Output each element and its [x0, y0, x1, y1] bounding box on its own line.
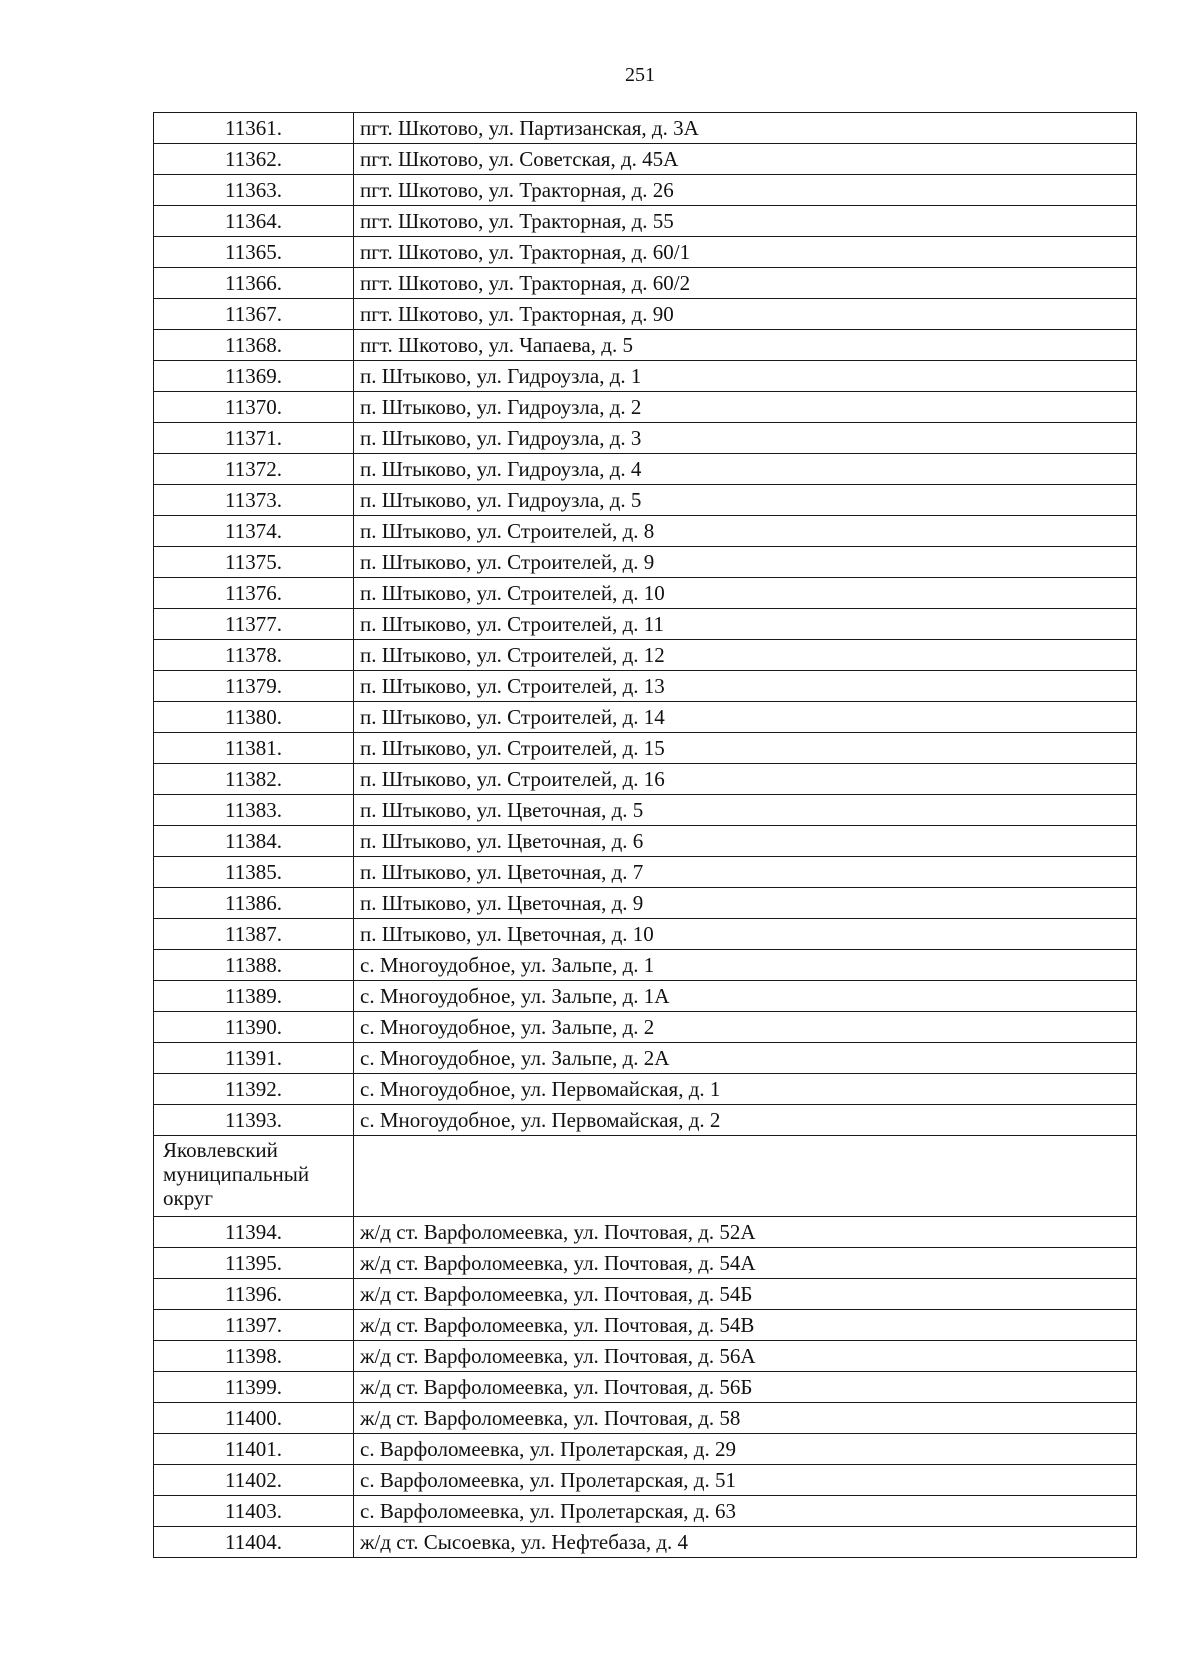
row-address: пгт. Шкотово, ул. Советская, д. 45А [354, 144, 1137, 175]
row-address: пгт. Шкотово, ул. Чапаева, д. 5 [354, 330, 1137, 361]
row-number: 11363. [154, 175, 354, 206]
row-address: с. Варфоломеевка, ул. Пролетарская, д. 51 [354, 1465, 1137, 1496]
table-row [154, 547, 1137, 578]
row-address: п. Штыково, ул. Цветочная, д. 6 [354, 826, 1137, 857]
row-number: 11374. [154, 516, 354, 547]
row-number: 11394. [154, 1217, 354, 1248]
table-row [154, 671, 1137, 702]
row-address: пгт. Шкотово, ул. Партизанская, д. 3А [354, 113, 1137, 144]
row-address: п. Штыково, ул. Гидроузла, д. 4 [354, 454, 1137, 485]
row-number: 11362. [154, 144, 354, 175]
address-table [153, 112, 1137, 1558]
row-number: 11369. [154, 361, 354, 392]
row-address: п. Штыково, ул. Цветочная, д. 9 [354, 888, 1137, 919]
row-address: с. Варфоломеевка, ул. Пролетарская, д. 63 [354, 1496, 1137, 1527]
row-number: 11372. [154, 454, 354, 485]
row-number: 11380. [154, 702, 354, 733]
table-row [154, 578, 1137, 609]
row-number: 11402. [154, 1465, 354, 1496]
row-address: с. Варфоломеевка, ул. Пролетарская, д. 29 [354, 1434, 1137, 1465]
row-address: п. Штыково, ул. Строителей, д. 12 [354, 640, 1137, 671]
row-address: ж/д ст. Варфоломеевка, ул. Почтовая, д. 54Б [354, 1279, 1137, 1310]
row-address: п. Штыково, ул. Гидроузла, д. 2 [354, 392, 1137, 423]
table-row [154, 330, 1137, 361]
row-address: ж/д ст. Варфоломеевка, ул. Почтовая, д. 54В [354, 1310, 1137, 1341]
row-number: 11404. [154, 1527, 354, 1558]
table-row [154, 1279, 1137, 1310]
row-number: 11403. [154, 1496, 354, 1527]
group-address-cell [354, 1136, 1137, 1217]
row-number: 11378. [154, 640, 354, 671]
row-address: п. Штыково, ул. Гидроузла, д. 1 [354, 361, 1137, 392]
row-number: 11377. [154, 609, 354, 640]
table-row [154, 1341, 1137, 1372]
row-address: п. Штыково, ул. Цветочная, д. 5 [354, 795, 1137, 826]
row-number: 11366. [154, 268, 354, 299]
table-row [154, 826, 1137, 857]
table-row [154, 1372, 1137, 1403]
table-row [154, 113, 1137, 144]
row-address: пгт. Шкотово, ул. Тракторная, д. 26 [354, 175, 1137, 206]
table-row [154, 144, 1137, 175]
table-row [154, 1403, 1137, 1434]
table-row [154, 764, 1137, 795]
table-row [154, 1074, 1137, 1105]
row-number: 11375. [154, 547, 354, 578]
table-row [154, 950, 1137, 981]
row-address: пгт. Шкотово, ул. Тракторная, д. 60/2 [354, 268, 1137, 299]
table-row [154, 237, 1137, 268]
group-header-row [154, 1136, 1137, 1217]
row-number: 11386. [154, 888, 354, 919]
table-row [154, 609, 1137, 640]
row-address: ж/д ст. Варфоломеевка, ул. Почтовая, д. 54А [354, 1248, 1137, 1279]
row-number: 11365. [154, 237, 354, 268]
row-number: 11364. [154, 206, 354, 237]
row-number: 11371. [154, 423, 354, 454]
row-address: с. Многоудобное, ул. Первомайская, д. 1 [354, 1074, 1137, 1105]
row-address: пгт. Шкотово, ул. Тракторная, д. 60/1 [354, 237, 1137, 268]
row-address: пгт. Шкотово, ул. Тракторная, д. 55 [354, 206, 1137, 237]
table-row [154, 888, 1137, 919]
table-row [154, 857, 1137, 888]
row-number: 11387. [154, 919, 354, 950]
row-number: 11370. [154, 392, 354, 423]
row-address: п. Штыково, ул. Строителей, д. 8 [354, 516, 1137, 547]
row-number: 11382. [154, 764, 354, 795]
municipal-group [154, 1136, 1137, 1217]
table-row [154, 919, 1137, 950]
row-address: с. Многоудобное, ул. Зальпе, д. 2А [354, 1043, 1137, 1074]
row-number: 11397. [154, 1310, 354, 1341]
row-number: 11400. [154, 1403, 354, 1434]
row-number: 11376. [154, 578, 354, 609]
group-label: Яковлевский муниципальный округ [154, 1136, 354, 1217]
row-number: 11383. [154, 795, 354, 826]
row-address: п. Штыково, ул. Гидроузла, д. 5 [354, 485, 1137, 516]
row-address: ж/д ст. Варфоломеевка, ул. Почтовая, д. 58 [354, 1403, 1137, 1434]
row-address: п. Штыково, ул. Строителей, д. 15 [354, 733, 1137, 764]
row-address: п. Штыково, ул. Строителей, д. 14 [354, 702, 1137, 733]
table-row [154, 206, 1137, 237]
row-number: 11381. [154, 733, 354, 764]
row-address: с. Многоудобное, ул. Зальпе, д. 1 [354, 950, 1137, 981]
table-row [154, 485, 1137, 516]
row-number: 11367. [154, 299, 354, 330]
row-number: 11391. [154, 1043, 354, 1074]
row-number: 11393. [154, 1105, 354, 1136]
row-number: 11395. [154, 1248, 354, 1279]
row-address: п. Штыково, ул. Гидроузла, д. 3 [354, 423, 1137, 454]
row-number: 11368. [154, 330, 354, 361]
row-address: ж/д ст. Варфоломеевка, ул. Почтовая, д. 56А [354, 1341, 1137, 1372]
row-number: 11399. [154, 1372, 354, 1403]
row-address: ж/д ст. Варфоломеевка, ул. Почтовая, д. 56Б [354, 1372, 1137, 1403]
row-address: п. Штыково, ул. Строителей, д. 13 [354, 671, 1137, 702]
table-row [154, 1043, 1137, 1074]
address-table-body-top [154, 113, 1137, 1136]
row-address: с. Многоудобное, ул. Зальпе, д. 2 [354, 1012, 1137, 1043]
table-row [154, 1527, 1137, 1558]
table-row [154, 361, 1137, 392]
row-address: п. Штыково, ул. Строителей, д. 10 [354, 578, 1137, 609]
address-table-body-bottom [154, 1217, 1137, 1558]
table-row [154, 795, 1137, 826]
row-address: ж/д ст. Сысоевка, ул. Нефтебаза, д. 4 [354, 1527, 1137, 1558]
table-row [154, 1310, 1137, 1341]
table-row [154, 1496, 1137, 1527]
row-number: 11379. [154, 671, 354, 702]
table-row [154, 1434, 1137, 1465]
row-number: 11396. [154, 1279, 354, 1310]
row-number: 11389. [154, 981, 354, 1012]
table-row [154, 423, 1137, 454]
table-row [154, 175, 1137, 206]
table-row [154, 516, 1137, 547]
row-number: 11385. [154, 857, 354, 888]
page-number: 251 [625, 64, 655, 86]
table-row [154, 981, 1137, 1012]
table-row [154, 640, 1137, 671]
row-number: 11388. [154, 950, 354, 981]
row-number: 11384. [154, 826, 354, 857]
row-address: п. Штыково, ул. Строителей, д. 9 [354, 547, 1137, 578]
table-row [154, 1465, 1137, 1496]
table-row [154, 1248, 1137, 1279]
row-address: с. Многоудобное, ул. Зальпе, д. 1А [354, 981, 1137, 1012]
row-address: п. Штыково, ул. Цветочная, д. 10 [354, 919, 1137, 950]
row-number: 11401. [154, 1434, 354, 1465]
row-number: 11398. [154, 1341, 354, 1372]
table-row [154, 454, 1137, 485]
row-address: пгт. Шкотово, ул. Тракторная, д. 90 [354, 299, 1137, 330]
table-row [154, 392, 1137, 423]
table-row [154, 702, 1137, 733]
row-number: 11373. [154, 485, 354, 516]
table-row [154, 299, 1137, 330]
row-address: п. Штыково, ул. Строителей, д. 11 [354, 609, 1137, 640]
table-row [154, 1217, 1137, 1248]
row-number: 11390. [154, 1012, 354, 1043]
table-row [154, 1105, 1137, 1136]
row-address: ж/д ст. Варфоломеевка, ул. Почтовая, д. 52А [354, 1217, 1137, 1248]
row-address: п. Штыково, ул. Цветочная, д. 7 [354, 857, 1137, 888]
row-number: 11361. [154, 113, 354, 144]
table-row [154, 1012, 1137, 1043]
row-address: с. Многоудобное, ул. Первомайская, д. 2 [354, 1105, 1137, 1136]
row-number: 11392. [154, 1074, 354, 1105]
table-row [154, 268, 1137, 299]
table-row [154, 733, 1137, 764]
row-address: п. Штыково, ул. Строителей, д. 16 [354, 764, 1137, 795]
